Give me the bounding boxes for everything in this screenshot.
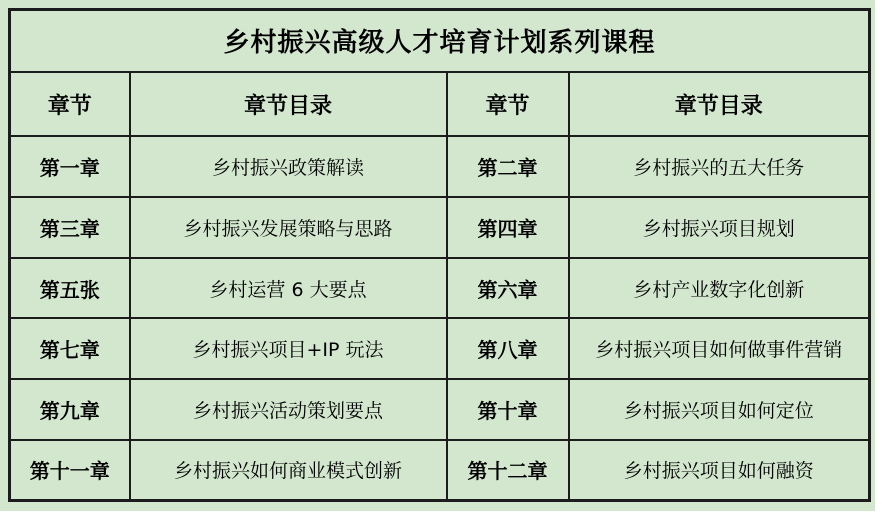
content-cell: 乡村振兴项目+IP 玩法: [130, 318, 447, 379]
table-row: [10, 440, 870, 501]
chapter-cell: 第九章: [10, 379, 130, 440]
header-cell-contents-right: 章节目录: [569, 72, 870, 137]
table-row: [10, 379, 870, 440]
content-cell: 乡村振兴活动策划要点: [130, 379, 447, 440]
header-cell-contents-left: 章节目录: [130, 72, 447, 137]
chapter-cell: 第三章: [10, 197, 130, 258]
course-table: [8, 8, 871, 502]
content-cell: 乡村振兴的五大任务: [569, 136, 870, 197]
header-row: [10, 72, 870, 137]
content-cell: 乡村运营 6 大要点: [130, 258, 447, 319]
chapter-cell: 第十章: [447, 379, 569, 440]
chapter-cell: 第四章: [447, 197, 569, 258]
chapter-cell: 第二章: [447, 136, 569, 197]
content-cell: 乡村振兴项目如何定位: [569, 379, 870, 440]
table-row: [10, 258, 870, 319]
table-row: [10, 136, 870, 197]
content-cell: 乡村振兴发展策略与思路: [130, 197, 447, 258]
content-cell: 乡村产业数字化创新: [569, 258, 870, 319]
table-row: [10, 197, 870, 258]
content-cell: 乡村振兴项目如何做事件营销: [569, 318, 870, 379]
chapter-cell: 第七章: [10, 318, 130, 379]
title-row: [10, 10, 870, 72]
chapter-cell: 第十一章: [10, 440, 130, 501]
chapter-cell: 第一章: [10, 136, 130, 197]
chapter-cell: 第五张: [10, 258, 130, 319]
table-row: [10, 318, 870, 379]
content-cell: 乡村振兴项目如何融资: [569, 440, 870, 501]
chapter-cell: 第八章: [447, 318, 569, 379]
header-cell-chapter-left: 章节: [10, 72, 130, 137]
content-cell: 乡村振兴如何商业模式创新: [130, 440, 447, 501]
content-cell: 乡村振兴项目规划: [569, 197, 870, 258]
content-cell: 乡村振兴政策解读: [130, 136, 447, 197]
table-title: 乡村振兴高级人才培育计划系列课程: [10, 10, 870, 72]
header-cell-chapter-right: 章节: [447, 72, 569, 137]
chapter-cell: 第六章: [447, 258, 569, 319]
chapter-cell: 第十二章: [447, 440, 569, 501]
